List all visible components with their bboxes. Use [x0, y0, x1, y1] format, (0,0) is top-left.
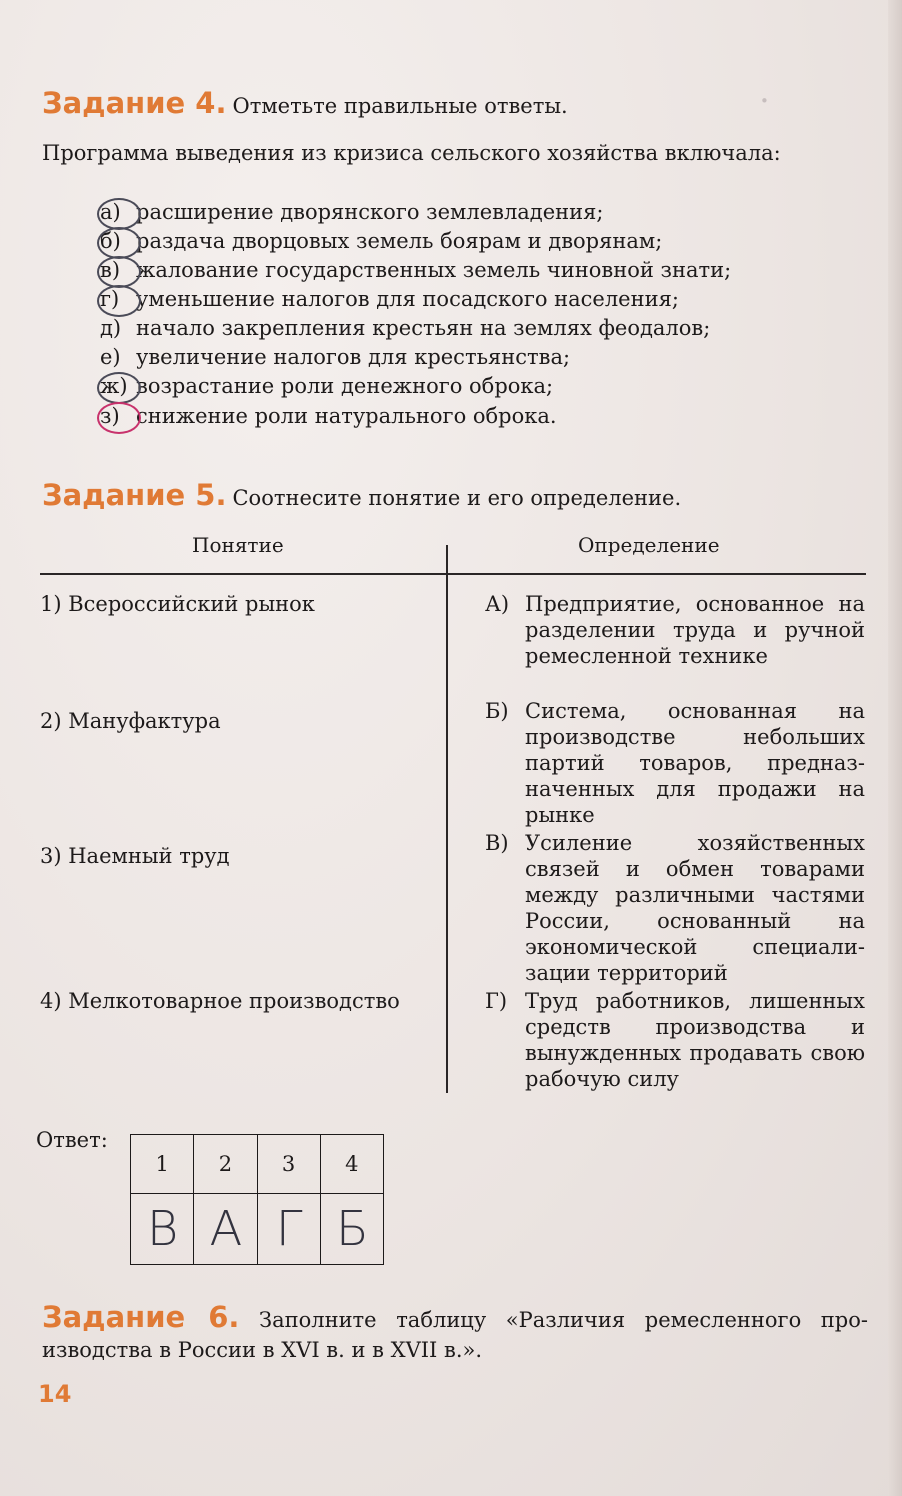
option-mark: з)	[100, 404, 120, 428]
option-mark: ж)	[100, 374, 128, 398]
pen-circle-z	[97, 402, 141, 434]
task5-instruction: Соотнесите понятие и его определение.	[232, 486, 682, 510]
pen-circle-b	[97, 227, 141, 259]
option-text: увеличение налогов для крестьянства;	[136, 345, 571, 369]
option-text: раздача дворцовых земель боярам и дворянам;	[136, 229, 663, 253]
definition-text: Труд работников, лишенных средств производства и вынужденных продавать свою рабочую силу	[525, 989, 865, 1091]
definition-text: Предприятие, основанное на разделении труда и ручной ремесленной технике	[525, 592, 865, 668]
definition-g	[485, 988, 865, 1092]
task4-option-b	[100, 229, 662, 253]
definition-letter: В)	[485, 831, 509, 855]
definition-letter: Б)	[485, 699, 509, 723]
answer-number-cell: 3	[257, 1135, 320, 1194]
pen-circle-g	[97, 285, 141, 317]
concept-3: 3) Наемный труд	[40, 844, 230, 868]
task4-option-g	[100, 287, 679, 311]
answer-number-cell: 4	[320, 1135, 383, 1194]
pen-circle-zh	[97, 372, 141, 404]
answer-label: Ответ:	[36, 1128, 108, 1152]
option-text: снижение роли натурального оброка.	[136, 404, 557, 428]
option-mark: е)	[100, 345, 121, 369]
task4-label: Задание 4.	[42, 86, 227, 120]
answer-value-cell[interactable]: Б	[320, 1194, 383, 1265]
pen-circle-a	[97, 198, 141, 230]
option-mark: д)	[100, 316, 122, 340]
task4-heading	[42, 86, 568, 120]
column-header-concept: Понятие	[192, 533, 284, 557]
option-text: возрастание роли денежного оброка;	[136, 374, 554, 398]
task4-instruction: Отметьте правильные ответы.	[232, 94, 568, 118]
show-through-mark: •	[760, 92, 769, 110]
definition-letter: Г)	[485, 989, 508, 1013]
pen-circle-v	[97, 256, 141, 288]
definition-letter: А)	[485, 592, 510, 616]
answer-value-cell[interactable]: А	[194, 1194, 257, 1265]
task4-question: Программа выведения из кризиса сельского хозяйства включала:	[42, 141, 781, 165]
concept-1: 1) Всероссийский рынок	[40, 592, 315, 616]
task4-option-zh	[100, 374, 553, 398]
option-mark: в)	[100, 258, 121, 282]
table-column-divider	[446, 545, 448, 1093]
option-text: жалование государственных земель чиновной знати;	[136, 258, 732, 282]
definition-b	[485, 698, 865, 828]
table-header-rule	[40, 573, 866, 575]
option-mark: б)	[100, 229, 121, 253]
task4-option-a	[100, 200, 604, 224]
concept-4: 4) Мелкотоварное производство	[40, 989, 400, 1013]
option-mark: а)	[100, 200, 121, 224]
option-text: расширение дворянского землевладения;	[136, 200, 604, 224]
definition-text: Усиление хозяйственных связей и обмен товарами между различными частями России, основанный на экономической специализации территорий	[525, 831, 865, 985]
option-mark: г)	[100, 287, 120, 311]
task4-option-z	[100, 404, 557, 428]
task4-option-v	[100, 258, 731, 282]
answer-table	[130, 1134, 384, 1265]
definition-v	[485, 830, 865, 986]
concept-2: 2) Мануфактура	[40, 709, 221, 733]
answer-number-cell: 2	[194, 1135, 257, 1194]
task5-heading	[42, 478, 681, 512]
option-text: уменьшение налогов для посадского населения;	[136, 287, 679, 311]
task6-label: Задание 6.	[42, 1300, 240, 1334]
answer-value-cell[interactable]: В	[131, 1194, 194, 1265]
column-header-definition: Определение	[578, 533, 720, 557]
page-number: 14	[38, 1380, 72, 1408]
task4-option-e	[100, 345, 570, 369]
option-text: начало закрепления крестьян на землях феодалов;	[136, 316, 711, 340]
task4-option-d	[100, 316, 710, 340]
task6-block	[42, 1302, 868, 1365]
answer-number-cell: 1	[131, 1135, 194, 1194]
answer-value-cell[interactable]: Г	[257, 1194, 320, 1265]
task6-instruction: Заполните таблицу «Различия ремесленного производства в России в XVI в. и в XVII в.».	[42, 1308, 868, 1362]
definition-a	[485, 591, 865, 669]
definition-text: Система, основанная на производстве небольших партий товаров, предназначенных для продажи на рынке	[525, 699, 865, 827]
task5-label: Задание 5.	[42, 478, 227, 512]
